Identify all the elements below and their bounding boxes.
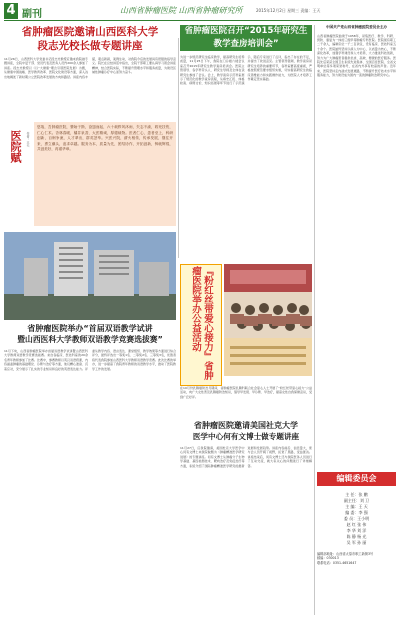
- poem-author: 作者：王天: [26, 132, 30, 147]
- article-4-caption: 在10月份乳腺癌防治月期间，省肿瘤医院乳腺科联合社会爱心人士开展了“粉红丝带爱心接力”公益活动，向广大女性普及乳腺癌防治知识，倡导早发现、早诊断、早治疗，提高女性自我保健意识，受到广泛好评。: [180, 386, 312, 399]
- sidebar: [317, 25, 396, 465]
- editorial-board-lines: [317, 492, 396, 546]
- article-2-headline-line2: 教学查房培训会”: [180, 38, 312, 51]
- board-line: 赵 红 张 伟: [346, 522, 367, 527]
- editorial-board: [317, 472, 396, 612]
- masthead-logo-text: 山西省肿瘤医院 山西省肿瘤研究所: [120, 6, 243, 15]
- board-line: 陈 静 杨 光: [346, 534, 367, 539]
- date-editor: 2015年12月2日 星期三 责编：王天: [256, 8, 321, 13]
- sidebar-body: 山西省肿瘤医院始建于1958年，是集医疗、教学、科研、预防、康复为一体的三级甲等肿瘤专科医院。医院现有职工二千余人，编制床位一千二百余张，设有临床、医技科室五十余个。医院始终坚持以病人为中心，以质量为核心，不断深化改革，加强学科建设和人才培养，大力推进科技创新，努力为广大肿瘤患者提供优质、高效、便捷的医疗服务。医院先后荣获全国卫生系统先进集体、全国百佳医院、全省文明单位等多项荣誉称号，在省内外享有较高的声誉。近年来，医院坚持走内涵式发展道路，不断提升医疗技术水平和服务能力，努力建设成为国内一流的肿瘤防治研究中心。: [317, 33, 396, 78]
- article-5: [180, 420, 312, 610]
- editorial-phone: 联系电话：0351-4651647: [317, 560, 357, 565]
- editorial-postcode: 邮编：030013: [317, 556, 339, 561]
- editorial-address: 编辑部地址：山西省太原市职工新街3号: [317, 552, 374, 556]
- board-line: 吴 军 孙 丽: [346, 540, 367, 545]
- board-line: 主 编：王 天: [345, 504, 368, 509]
- article-5-headline-line2: 医学中心何有文博士做专题讲座: [192, 432, 300, 441]
- article-5-body: 11月27日，应我院邀请，美国杜克大学医学中心何有文博士来我院做题为《肿瘤精准医学研究进展》的专题讲座。何有文博士从肿瘤分子生物学基础、基因检测技术、靶向治疗及免疫治疗等方面，系统介绍了国际肿瘤精准医学研究的最新进展和发展趋势。讲座内容前沿、信息量大，使与会人员开阔了视野，拓宽了思路，受益匪浅。讲座结束后，何有文博士还与我院医务人员进行了互动交流，就大家关心的问题进行了详细解答。: [180, 446, 312, 468]
- board-line: 副主任：刘 卫: [343, 498, 370, 503]
- article-1-headline-line1: 省肿瘤医院邀请山西医科大学: [21, 26, 159, 38]
- page-number-badge: [4, 3, 18, 19]
- page-number: 4: [6, 3, 16, 18]
- article-1-body: 11月26日，山西医科大学党委书记段志光教授应邀来我院做专题讲座，全院中层干部、党员代表及医务人员约200余人参加了讲座。段志光教授以《以“大健康”理念引领医院发展》为题，从健康中国战略、医学教育改革、医院文化建设等方面，深入浅出地阐述了新时期公立医院改革发展的方向和路径。讲座内容丰富，观点新颖，案例生动，对我院今后的发展具有很强的指导意义。院长在总结讲话中指出，全院干部职工要认真学习领会讲座精神，结合医院实际，不断提升管理水平和服务质量，为建设区域性肿瘤诊疗中心而努力奋斗。: [4, 57, 176, 79]
- article-3-headline-line2: 暨山西医科大学教师双语教学竞赛选拔赛”: [17, 335, 163, 344]
- article-2: [180, 25, 312, 265]
- hospital-building-photo: [4, 232, 176, 320]
- board-line: 编 委：李 强: [345, 510, 368, 515]
- poem-block: [4, 120, 178, 228]
- board-line: 李 华 刘 洋: [346, 528, 367, 533]
- article-2-headline-line1: 省肿瘤医院召开“2015年研究生: [180, 25, 312, 38]
- article-3-headline-line1: 省肿瘤医院举办“首届双语教学试讲: [27, 324, 153, 333]
- poem-body: 悠哉，吾肿瘤医院，肇始于斯，奋翅而起，六十载栉风沐雨，矢志不渝，救死扶伤，仁心仁术。杏林春暖，橘井泉香，大医精诚，厚德载物。医者仁心，患者至上，科研创新，百舸争流，人才辈出，群英荟萃。兴医兴院，薪火相传，传承发展，继往开来，勇立潮头，追求卓越。服务为本，质量为先，团结协作，开拓创新，铸就辉煌，共创美好，再谱华章。: [34, 122, 176, 226]
- masthead: [0, 0, 400, 22]
- article-5-headline-line1: 省肿瘤医院邀请美国社克大学: [194, 421, 298, 430]
- article-2-body: 为进一步规范研究生临床教学，提高研究生培养质量，11月25日下午，我院在门诊楼六楼会议室召开2015年研究生教学查房培训会。医院主管领导、各学科带头人、研究生导师及全体在读研究生参加了会议。会上，教学查房示范科室展示了规范化的教学查房流程，从病史汇报、体格检查、病例讨论、知识拓展等环节进行了示范演示，随后专家进行了点评，指出了存在的不足，并提出了改进意见。主管领导强调，教学查房是研究生培养的重要环节，各科室要高度重视，严格按照规范要求组织实施，切实提高研究生的临床思维能力和实践操作能力，为医院人才培养工作奠定坚实基础。: [180, 55, 312, 86]
- board-line: 委 员：王小明: [343, 516, 370, 521]
- article-3-body: 11月下旬，山西省肿瘤医院举办首届双语教学试讲暨山西医科大学教师双语教学竞赛选拔赛。来自各临床、医技科室的20余名青年教师参加了比赛。比赛中，参赛教师以英汉双语授课，内容涵盖肿瘤的基础理论、诊断与治疗等方面，他们精心准备、沉着应对，充分展示了扎实的专业知识和良好的英语表达能力。评委从教学内容、语言表达、课堂组织、教学效果等方面进行综合评分，最终评选出一等奖1名、二等奖2名、三等奖3名，优胜者将代表我院参加山西医科大学教师双语教学竞赛。此次比赛的举办，进一步提高了我院青年教师的双语教学水平，推动了医院教学工作的发展。: [4, 349, 176, 371]
- article-1-headline-line2: 段志光校长做专题讲座: [37, 40, 143, 52]
- article-3: [4, 323, 176, 463]
- event-photo: [224, 264, 312, 376]
- board-line: 主 任：张 鹏: [345, 492, 368, 497]
- pink-ribbon-banner-text: 『粉红丝带爱心接力』省肿瘤医院举办公益活动: [190, 266, 213, 380]
- editorial-board-title: 编辑委员会: [317, 472, 396, 486]
- pink-ribbon-banner: [180, 264, 222, 386]
- sidebar-title: 中国共产党山西省肿瘤医院委员会主办: [325, 25, 388, 29]
- poem-title: 医院赋: [9, 130, 22, 163]
- section-title: 副刊: [22, 9, 42, 20]
